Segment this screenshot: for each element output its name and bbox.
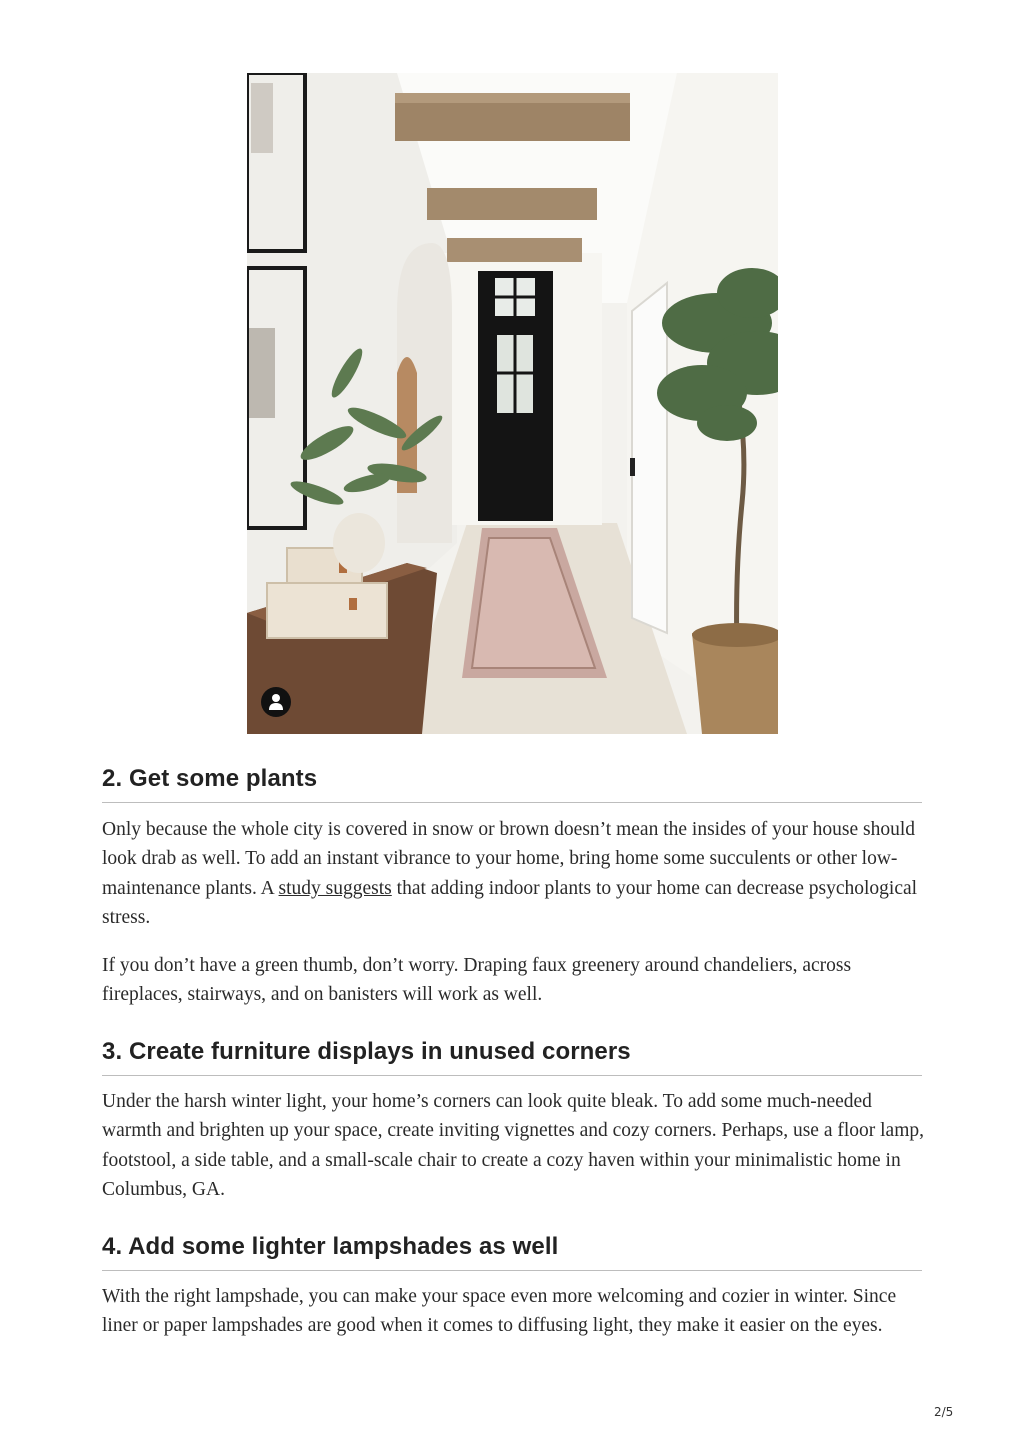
section-divider bbox=[102, 802, 922, 803]
page-number: 2/5 bbox=[934, 1405, 954, 1419]
user-icon bbox=[268, 693, 284, 711]
study-suggests-link[interactable]: study suggests bbox=[278, 877, 392, 899]
user-icon-button[interactable] bbox=[261, 687, 291, 717]
paragraph-plants-1 bbox=[102, 815, 932, 933]
paragraph-furniture: Under the harsh winter light, your home’s corners can look quite bleak. To add some much-needed warmth and brighten up your space, create inviting vignettes and cozy corners. Perhaps, use a floor lamp, footstool, a side table, and a small-scale chair to create a cozy haven within your minimalistic home in Columbus, GA. bbox=[102, 1091, 924, 1201]
paragraph-plants-2: If you don’t have a green thumb, don’t worry. Draping faux greenery around chandeliers, across fireplaces, stairways, and on banisters will work as well. bbox=[102, 955, 852, 1006]
paragraph-text: Only because the whole city is covered in snow or brown doesn’t mean the insides of your house should look drab as well. To add an instant vibrance to your home, bring home some succulents or other low-maintenance plants. A bbox=[102, 819, 916, 899]
hallway-photo bbox=[247, 73, 778, 734]
section-heading-lampshades: 4. Add some lighter lampshades as well bbox=[102, 1233, 559, 1260]
section-divider bbox=[102, 1075, 922, 1076]
section-divider bbox=[102, 1270, 922, 1271]
hallway-illustration bbox=[247, 73, 778, 734]
section-heading-plants: 2. Get some plants bbox=[102, 765, 318, 792]
paragraph-text: that adding indoor plants to your home can decrease psychological stress. bbox=[102, 877, 918, 929]
section-heading-furniture: 3. Create furniture displays in unused corners bbox=[102, 1038, 631, 1065]
paragraph-lampshades: With the right lampshade, you can make your space even more welcoming and cozier in winter. Since liner or paper lampshades are good when it comes to diffusing light, they make it easier on the eyes. bbox=[102, 1286, 897, 1337]
